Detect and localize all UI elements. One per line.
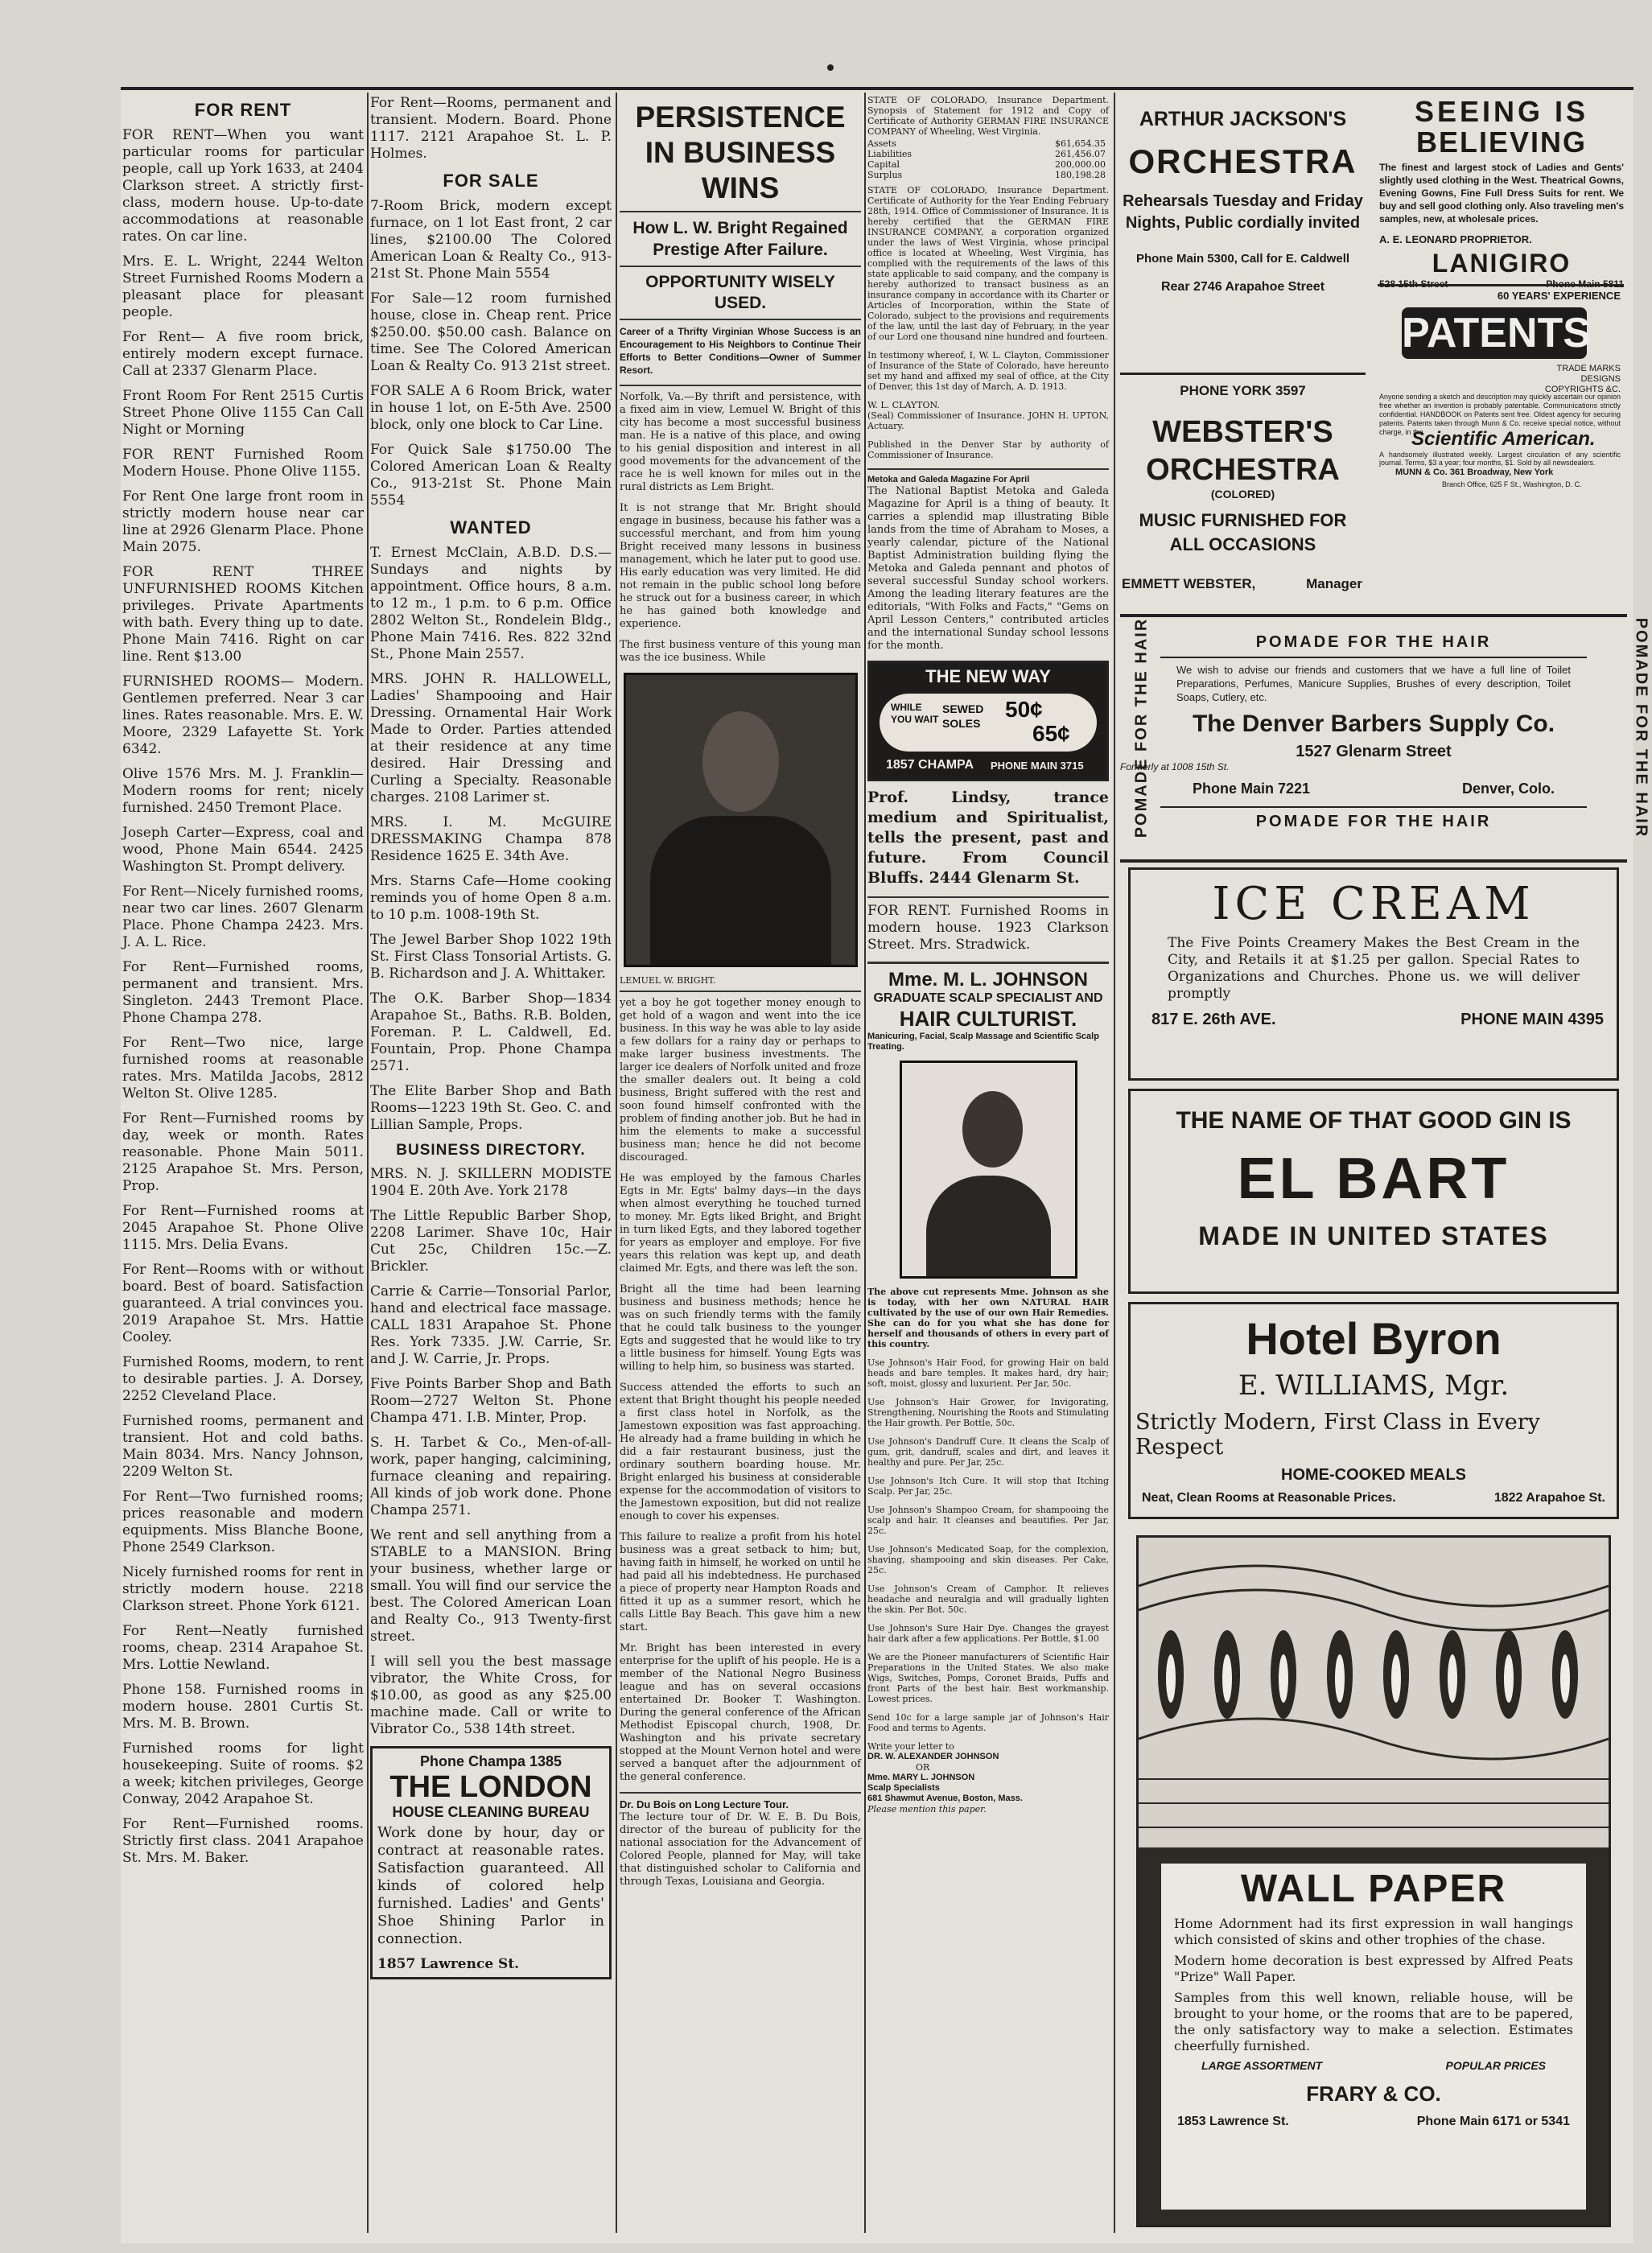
for-rent-ad: For Rent—Furnished rooms, permanent and transient. Mrs. Singleton. 2443 Tremont Place. Phone Champa 278. bbox=[122, 959, 364, 1026]
patents-journal: Scientific American. bbox=[1411, 428, 1596, 450]
column-for-rent bbox=[122, 95, 364, 2235]
directory-ad: S. H. Tarbet & Co., Men-of-all-work, paper hanging, calcimining, furnace cleaning and repairing. All kinds of job work done. Phone Champa 2571. bbox=[370, 1435, 612, 1518]
webster-manager: Manager bbox=[1306, 576, 1362, 591]
directory-heading: BUSINESS DIRECTORY. bbox=[396, 1142, 586, 1159]
johnson-mention: Please mention this paper. bbox=[867, 1804, 987, 1814]
directory-ad: MRS. N. J. SKILLERN MODISTE 1904 E. 20th Ave. York 2178 bbox=[370, 1166, 612, 1199]
johnson-specialists: Scalp Specialists bbox=[867, 1783, 940, 1793]
ice-cream-body: The Five Points Creamery Makes the Best Cream in the City, and Retails it at $1.25 per gallon. Special Rates to Organizations and Churches. Phone us. we will deliver promptly bbox=[1168, 935, 1580, 1002]
johnson-product: Use Johnson's Itch Cure. It will stop that Itching Scalp. Per Jar, 25c. bbox=[867, 1476, 1109, 1497]
gin-line-2: MADE IN UNITED STATES bbox=[1198, 1221, 1549, 1250]
johnson-address-2: Mme. MARY L. JOHNSON bbox=[867, 1773, 975, 1782]
new-way-phone: PHONE MAIN 3715 bbox=[991, 760, 1084, 772]
wallpaper-prices: POPULAR PRICES bbox=[1445, 2059, 1546, 2072]
byron-address: 1822 Arapahoe St. bbox=[1493, 1491, 1605, 1505]
byron-title: Hotel Byron bbox=[1246, 1313, 1502, 1364]
forrent-ad: FOR RENT. Furnished Rooms in modern house. 1923 Clarkson Street. Mrs. Stradwick. bbox=[867, 903, 1109, 953]
for-rent-heading: FOR RENT bbox=[194, 100, 292, 120]
column-rule bbox=[367, 93, 369, 2233]
johnson-product: Use Johnson's Sure Hair Dye. Changes the grayest hair dark after a few applications. Per Bottle, $1.00 bbox=[867, 1623, 1109, 1644]
directory-ad: I will sell you the best massage vibrator, the White Cross, for $10.00, as good as any $25.00 machine made. Call or write to Vibrator Co., 538 14th street. bbox=[370, 1654, 612, 1737]
statement-table bbox=[867, 138, 1109, 180]
directory-ad: We rent and sell anything from a STABLE to a MANSION. Bring your business, whether large or small. You will find our service the best. The Colored American Loan and Realty Co., 913 Twenty-first street. bbox=[370, 1527, 612, 1645]
directory-ad: Carrie & Carrie—Tonsorial Parlor, hand and electrical face massage. CALL 1831 Arapahoe St. Phone Res. York 7335. J.W. Carrie, Sr. and J. W. Carrie, Jr. Props. bbox=[370, 1283, 612, 1367]
ice-cream-title: ICE CREAM bbox=[1212, 878, 1535, 930]
johnson-product: Use Johnson's Cream of Camphor. It relieves headache and neuralgia and will gradually lighten the skin. Per Bot. 50c. bbox=[867, 1584, 1109, 1615]
jackson-name: ARTHUR JACKSON'S bbox=[1139, 108, 1347, 130]
lindsy-ad: Prof. Lindsy, trance medium and Spiritualist, tells the present, past and future. From Council Bluffs. 2444 Glenarm St. bbox=[867, 789, 1109, 887]
frary-name: FRARY & CO. bbox=[1306, 2082, 1441, 2106]
published-text: Published in the Denver Star by authority of Commissioner of Insurance. bbox=[867, 439, 1109, 460]
article-paragraph: The first business venture of this young man was the ice business. While bbox=[620, 639, 861, 664]
barbers-name: The Denver Barbers Supply Co. bbox=[1192, 710, 1555, 737]
for-rent-list bbox=[122, 127, 364, 1867]
webster-orchestra-ad bbox=[1120, 377, 1366, 610]
for-sale-ad: For Quick Sale $1750.00 The Colored American Loan & Realty Co., 913-21st St. Phone Main 5554 bbox=[370, 442, 612, 509]
directory-ad: Five Points Barber Shop and Bath Room—2727 Welton St. Phone Champa 471. I.B. Minter, Prop. bbox=[370, 1376, 612, 1426]
wanted-ad: Mrs. Starns Cafe—Home cooking reminds you of home Open 8 a.m. to 10 p.m. 1008-19th St. bbox=[370, 873, 612, 923]
top-rule bbox=[121, 87, 1633, 90]
johnson-product: Use Johnson's Shampoo Cream, for shampooing the scalp and hair. It cleanses and beautifies. Per Jar, 25c. bbox=[867, 1505, 1109, 1536]
for-rent-ad: For Rent—Nicely furnished rooms, near two car lines. 2607 Glenarm Place. Phone Champa 2423. Mrs. J. A. L. Rice. bbox=[122, 883, 364, 950]
article-paragraph: Success attended the efforts to such an extent that Bright thought his people needed a first class hotel in Norfolk, as the Jamestown exposition was fast approaching. He already had a frame building in which he did a fair restaurant business, just the ordinary southern boarding house. Mr. Bright enlarged his business at considerable expense for the accommodation of visitors to the Jamestown exposition, but did not realize enough to cover his expenses. bbox=[620, 1382, 861, 1522]
for-rent-ad: For Rent—Rooms with or without board. Best of board. Satisfaction guaranteed. A trial convinces you. 2019 Arapahoe St. Mrs. Hattie Cooley. bbox=[122, 1262, 364, 1345]
for-rent-ad: Furnished Rooms, modern, to rent to desirable parties. J. A. Dorsey, 2252 Cleveland Place. bbox=[122, 1354, 364, 1404]
patents-marks: TRADE MARKS DESIGNS COPYRIGHTS &C. bbox=[1544, 364, 1621, 394]
for-rent-ad: For Rent—Furnished rooms at 2045 Arapahoe St. Phone Olive 1115. Mrs. Delia Evans. bbox=[122, 1203, 364, 1253]
jackson-line: Rehearsals Tuesday and Friday Nights, Public cordially invited bbox=[1123, 192, 1363, 232]
article-paragraph: Norfolk, Va.—By thrift and persistence, with a fixed aim in view, Lemuel W. Bright of this city has become a most successful business man. He is a native of this place, and owing to his genial disposition and interest in all good movements for the advancement of the race he is well known for miles out in the rural districts as Lem Bright. bbox=[620, 391, 861, 493]
new-way-title: THE NEW WAY bbox=[925, 666, 1051, 686]
wallpaper-text-panel bbox=[1161, 1864, 1586, 2210]
webster-music: MUSIC FURNISHED FOR ALL OCCASIONS bbox=[1139, 510, 1347, 554]
johnson-title-2: HAIR CULTURIST. bbox=[899, 1007, 1077, 1031]
article-paragraph: This failure to realize a profit from his hotel business was a great setback to him; but, having faith in himself, he worked on until he had paid all his indebtedness. He purchased a piece of property near Hampton Roads and fitted it up as a summer resort, which he calls Little Bay Beach. This gave him a new start. bbox=[620, 1531, 861, 1633]
article-paragraph: Bright all the time had been learning business and business methods; hence he was on such friendly terms with the family that he could talk business to the younger Egts and suggested that he would like to try a little business for himself. Young Egts was willing to help him, so business was started. bbox=[620, 1283, 861, 1373]
johnson-product: Use Johnson's Hair Grower, for Invigorating, Strengthening, Nourishing the Roots and Stimulating the Hair growth. Per Bottle, 50c. bbox=[867, 1397, 1109, 1428]
barbers-phone: Phone Main 7221 bbox=[1193, 781, 1311, 797]
webster-colored: (COLORED) bbox=[1210, 488, 1275, 500]
seeing-believing-ad bbox=[1379, 97, 1624, 278]
johnson-product: Use Johnson's Medicated Soap, for the complexion, shaving, shampooing and skin diseases. Per Cake, 25c. bbox=[867, 1544, 1109, 1575]
for-rent-ad: Nicely furnished rooms for rent in strictly modern house. 2218 Clarkson street. Phone York 6121. bbox=[122, 1564, 364, 1614]
barbers-supply-ad bbox=[1120, 617, 1650, 855]
johnson-name: Mme. M. L. JOHNSON bbox=[888, 969, 1089, 991]
wanted-ad: The Jewel Barber Shop 1022 19th St. First Class Tonsorial Artists. G. B. Richardson and J. A. Whittaker. bbox=[370, 932, 612, 982]
seal-text: (Seal) Commissioner of Insurance. JOHN H. UPTON, Actuary. bbox=[867, 410, 1109, 431]
pomade-top: POMADE FOR THE HAIR bbox=[1255, 633, 1492, 651]
new-way-left: WHILE YOU WAIT bbox=[891, 702, 939, 725]
london-subtitle: HOUSE CLEANING BUREAU bbox=[392, 1804, 590, 1820]
wallpaper-body-3: Samples from this well known, reliable house, will be brought to your home, or the rooms that are to be papered, the only satisfactory way to make a selection. Estimates cheerfully furnished. bbox=[1174, 1990, 1573, 2053]
statement-label: Surplus bbox=[867, 170, 903, 180]
gin-name: EL BART bbox=[1237, 1147, 1510, 1211]
jackson-phone: Phone Main 5300, Call for E. Caldwell bbox=[1135, 252, 1350, 266]
patents-banner bbox=[1402, 307, 1591, 359]
barbers-formerly: Formerly at 1008 15th St. bbox=[1120, 761, 1230, 772]
wanted-list bbox=[370, 545, 612, 1134]
column-feature-article bbox=[620, 95, 861, 2235]
for-rent-ad: For Rent—Furnished rooms by day, week or month. Rates reasonable. Phone Main 5011. 2125 Arapahoe St. Mrs. Person, Prop. bbox=[122, 1110, 364, 1194]
webster-title: ORCHESTRA bbox=[1146, 453, 1340, 487]
column-display-ads bbox=[1120, 95, 1650, 2235]
bright-portrait bbox=[624, 673, 858, 967]
wanted-heading: WANTED bbox=[450, 517, 532, 538]
new-way-ad bbox=[867, 661, 1109, 781]
byron-line: Strictly Modern, First Class in Every Respect bbox=[1135, 1410, 1540, 1460]
el-bart-gin-ad bbox=[1128, 1089, 1619, 1294]
for-rent-ad: FOR RENT Furnished Room Modern House. Phone Olive 1155. bbox=[122, 447, 364, 480]
for-rent-ad: For Rent One large front room in strictly modern house near car line at 2926 Glenarm Place. Phone Main 2075. bbox=[122, 488, 364, 555]
hotel-byron-ad bbox=[1128, 1302, 1619, 1519]
pomade-bottom: POMADE FOR THE HAIR bbox=[1255, 813, 1492, 830]
new-way-price-2: 65¢ bbox=[1032, 721, 1070, 746]
jackson-orchestra-ad bbox=[1120, 95, 1366, 385]
column-classifieds bbox=[370, 95, 612, 2235]
for-rent-ad: Mrs. E. L. Wright, 2244 Welton Street Furnished Rooms Modern a pleasant place for pleasant people. bbox=[122, 253, 364, 320]
directory-list bbox=[370, 1166, 612, 1738]
pomade-side-left: POMADE FOR THE HAIR bbox=[1132, 617, 1151, 838]
for-rent-ad: Phone 158. Furnished rooms in modern house. 2801 Curtis St. Mrs. M. B. Brown. bbox=[122, 1682, 364, 1732]
for-rent-ad: FOR RENT—When you want particular rooms for particular people, call up York 1633, at 2404 Clarkson street. A strictly first-class, modern house. Up-to-date accommodations at reasonable rates. On car line. bbox=[122, 127, 364, 245]
patents-ad bbox=[1379, 290, 1624, 475]
seeing-body: The finest and largest stock of Ladies and Gents' slightly used clothing in the West. Theatrical Gowns, Evening Gowns, Fine Full Dress Suits for rent. We buy and sell good clothing only. Also traveling men's samples, new, at wholesale prices. bbox=[1379, 162, 1624, 224]
johnson-address-1: DR. W. ALEXANDER JOHNSON bbox=[867, 1752, 999, 1761]
johnson-product: Send 10c for a large sample jar of Johnson's Hair Food and terms to Agents. bbox=[867, 1712, 1109, 1733]
new-way-price-1: 50¢ bbox=[1005, 697, 1043, 722]
london-phone: Phone Champa 1385 bbox=[419, 1753, 562, 1769]
for-rent-ad: Olive 1576 Mrs. M. J. Franklin—Modern rooms for rent; nicely furnished. 2450 Tremont Place. bbox=[122, 766, 364, 816]
wall-paper-ad bbox=[1136, 1535, 1611, 2227]
portrait-caption: LEMUEL W. BRIGHT. bbox=[620, 975, 716, 986]
johnson-portrait bbox=[900, 1061, 1077, 1279]
for-rent-ad: FURNISHED ROOMS— Modern. Gentlemen preferred. Near 3 car lines. Rates reasonable. Mrs. E. W. Moore, 2329 Lafayette St. York 6342. bbox=[122, 673, 364, 757]
testimony-text: In testimony whereof, I, W. L. Clayton, Commissioner of Insurance of the State of Colorado, have hereunto set my hand and affixed my seal of office, at the City of Denver, this 1st day of March, A. D. 1913. bbox=[867, 350, 1109, 392]
for-rent-ad: Furnished rooms, permanent and transient. Hot and cold baths. Main 8034. Mrs. Nancy Johnson, 2209 Welton St. bbox=[122, 1413, 364, 1480]
frary-address: 1853 Lawrence St. bbox=[1177, 2115, 1289, 2128]
byron-meals: HOME-COOKED MEALS bbox=[1281, 1466, 1466, 1484]
statement-value: 261,456.07 bbox=[1055, 149, 1106, 159]
wanted-ad: T. Ernest McClain, A.B.D. D.S.—Sundays and nights by appointment. Office hours, 8 a.m. to 12 m., 1 p.m. to 6 p.m. Office 2802 Welton St., Rondelein Bldg., Phone Main 7416. Res. 822 32nd St., Phone Main 2557. bbox=[370, 545, 612, 662]
dubois-heading: Dr. Du Bois on Long Lecture Tour. bbox=[620, 1798, 789, 1810]
directory-ad: The Little Republic Barber Shop, 2208 Larimer. Shave 10c, Hair Cut 25c, Children 15c.—Z. Brickler. bbox=[370, 1208, 612, 1275]
for-sale-ad: FOR SALE A 6 Room Brick, water in house 1 lot, on E-5th Ave. 2500 block, only one block to Car Line. bbox=[370, 383, 612, 433]
sole-icon bbox=[880, 694, 1097, 752]
gin-line-1: THE NAME OF THAT GOOD GIN IS bbox=[1176, 1107, 1572, 1134]
column-rule bbox=[1114, 93, 1115, 2233]
london-body: Work done by hour, day or contract at reasonable rates. Satisfaction guaranteed. All kinds of colored help furnished. Ladies' and Gents' Shoe Shining Parlor in connection. bbox=[377, 1824, 604, 1947]
byron-rooms: Neat, Clean Rooms at Reasonable Prices. bbox=[1142, 1491, 1396, 1505]
article-headline: PERSISTENCE IN BUSINESS WINS bbox=[635, 101, 846, 204]
for-sale-ad: For Sale—12 room furnished house, close in. Cheap rent. Price $250.00. $50.00 cash. Balance on time. See The Colored American Loan & Realty Co. 913 21st street. bbox=[370, 290, 612, 374]
wallpaper-title: WALL PAPER bbox=[1240, 1868, 1507, 1910]
johnson-or: OR bbox=[916, 1762, 930, 1773]
column-notices bbox=[867, 95, 1109, 2235]
for-sale-heading: FOR SALE bbox=[443, 171, 539, 191]
london-address: 1857 Lawrence St. bbox=[377, 1956, 520, 1972]
statement-label: Capital bbox=[867, 159, 900, 170]
for-rent-ad: For Rent—Two furnished rooms; prices reasonable and modern equipments. Miss Blanche Boone, Phone 2549 Clarkson. bbox=[122, 1489, 364, 1555]
patents-title: PATENTS bbox=[1402, 310, 1591, 356]
classified-ad: For Rent—Rooms, permanent and transient. Modern. Board. Phone 1117. 2121 Arapahoe St. L. P. Holmes. bbox=[370, 95, 612, 162]
for-sale-list bbox=[370, 198, 612, 509]
johnson-intro: The above cut represents Mme. Johnson as she is today, with her own NATURAL HAIR cultivated by the use of our own Hair Remedies. She can do for you what she has done for herself and thousands of others in every part of this country. bbox=[867, 1287, 1109, 1349]
ice-cream-ad bbox=[1128, 867, 1619, 1081]
wanted-ad: The Elite Barber Shop and Bath Rooms—1223 19th St. Geo. C. and Lillian Sample, Props. bbox=[370, 1083, 612, 1133]
page-dot bbox=[827, 64, 834, 71]
article-subhead: How L. W. Bright Regained Prestige After Failure. bbox=[632, 219, 848, 259]
jackson-title: ORCHESTRA bbox=[1128, 142, 1357, 180]
wallpaper-assortment: LARGE ASSORTMENT bbox=[1201, 2059, 1323, 2072]
for-rent-ad: For Rent—Neatly furnished rooms, cheap. 2314 Arapahoe St. Mrs. Lottie Newland. bbox=[122, 1623, 364, 1673]
patents-body: Anyone sending a sketch and description may quickly ascertain our opinion free whether an invention is probably patentable. Communications strictly confidential. HANDBOOK on Patents sent free. Oldest agency for securing patents. Patents taken through Munn & Co. receive special notice, without charge, in the bbox=[1379, 393, 1621, 436]
webster-manager-name: EMMETT WEBSTER, bbox=[1122, 576, 1256, 591]
barbers-city: Denver, Colo. bbox=[1461, 781, 1555, 797]
frary-phone: Phone Main 6171 or 5341 bbox=[1416, 2115, 1570, 2128]
johnson-write: Write your letter to bbox=[867, 1741, 954, 1752]
johnson-product: Use Johnson's Dandruff Cure. It cleans the Scalp of gum, grit, dandruff, scales and dirt, and leaves it healthy and pure. Per Jar, 25c. bbox=[867, 1436, 1109, 1468]
statement-row bbox=[867, 138, 1109, 149]
seeing-proprietor: A. E. LEONARD PROPRIETOR. bbox=[1379, 233, 1532, 245]
wallpaper-pattern bbox=[1139, 1538, 1609, 1847]
wanted-ad: MRS. I. M. McGUIRE DRESSMAKING Champa 878 Residence 1625 E. 34th Ave. bbox=[370, 814, 612, 864]
signature: W. L. CLAYTON. bbox=[867, 400, 940, 410]
metoka-heading: Metoka and Galeda Magazine For April bbox=[867, 475, 1030, 484]
patents-branch: Branch Office, 625 F St., Washington, D. C. bbox=[1442, 480, 1582, 488]
for-rent-ad: Joseph Carter—Express, coal and wood, Phone Main 6544. 2425 Washington St. Prompt delivery. bbox=[122, 825, 364, 875]
for-rent-ad: Furnished rooms for light housekeeping. Suite of rooms. $2 a week; kitchen privileges, George Conway, 2042 Arapahoe St. bbox=[122, 1740, 364, 1807]
statement-heading: STATE OF COLORADO, Insurance Department. Synopsis of Statement for 1912 and Copy of Certificate of Authority GERMAN FIRE INSURANCE COMPANY of Wheeling, West Virginia. bbox=[867, 95, 1109, 137]
london-title: THE LONDON bbox=[389, 1770, 592, 1804]
for-rent-ad: FOR RENT THREE UNFURNISHED ROOMS Kitchen privileges. Private Apartments with bath. Every thing up to date. Phone Main 7416. Right on car line. Rent $13.00 bbox=[122, 564, 364, 665]
column-rule bbox=[616, 93, 617, 2233]
patents-years: 60 YEARS' EXPERIENCE bbox=[1497, 290, 1621, 302]
webster-name: WEBSTER'S bbox=[1152, 415, 1333, 449]
barbers-body: We wish to advise our friends and customers that we have a full line of Toilet Preparations, Perfumes, Manicure Supplies, Brushes of every description, Toilet Soaps, Cutlery, etc. bbox=[1176, 664, 1571, 703]
new-way-bottom: 1857 CHAMPA bbox=[886, 758, 974, 772]
seeing-title-1: SEEING IS bbox=[1414, 95, 1589, 128]
patents-munn: MUNN & Co. 361 Broadway, New York bbox=[1395, 467, 1554, 477]
dubois-paragraph: The lecture tour of Dr. W. E. B. Du Bois, director of the bureau of publicity for the national association for the Advancement of Colored People, planned for May, will take that distinguished scholar to California and through Texas, Louisiana and Georgia. bbox=[620, 1811, 861, 1888]
byron-manager: E. WILLIAMS, Mgr. bbox=[1238, 1370, 1510, 1402]
certificate-text: STATE OF COLORADO, Insurance Department. Certificate of Authority for the Year Ending February 28th, 1914. Office of Commissioner of Insurance. It is hereby certified that the GERMAN FIRE INSURANCE COMPANY, a corporation organized under the laws of West Virginia, whose principal office is located at Wheeling, West Virginia, has complied with the requirements of the laws of this state applicable to said company, and the company is hereby authorized to transact business as an insurance company in accordance with its Charter or Articles of Incorporation, within the State of Colorado, subject to the provisions and requirements of the law, until the last day of February, in the year of our Lord one thousand nine hundred and fourteen. bbox=[867, 185, 1109, 342]
ice-cream-address: 817 E. 26th AVE. bbox=[1151, 1011, 1276, 1028]
wanted-ad: MRS. JOHN R. HALLOWELL, Ladies' Shampooing and Hair Dressing. Ornamental Hair Work Made to Order. Parties attended at their residence at any time desired. Hair Dressing and Curling a Specialty. Reasonable charges. 2108 Larimer st. bbox=[370, 671, 612, 805]
statement-row bbox=[867, 149, 1109, 159]
article-subhead-2: OPPORTUNITY WISELY USED. bbox=[645, 273, 835, 312]
johnson-tagline: Manicuring, Facial, Scalp Massage and Scientific Scalp Treating. bbox=[867, 1032, 1099, 1052]
article-paragraph: He was employed by the famous Charles Egts in Mr. Egts' balmy days—in the days when almost everything he touched turned to money. Mr. Egts liked Bright, and Bright in turn liked Egts, and they labored together for years as employer and employe. For five years this relation was kept up, and death claimed Mr. Egts, and there was left the son. bbox=[620, 1172, 861, 1275]
statement-row bbox=[867, 170, 1109, 180]
london-ad bbox=[370, 1746, 612, 1979]
for-sale-ad: 7-Room Brick, modern except furnace, on 1 lot East front, 2 car lines, $2100.00 The Colored American Loan & Realty Co., 913-21st St. Phone Main 5554 bbox=[370, 198, 612, 282]
statement-value: 200,000.00 bbox=[1055, 159, 1106, 170]
article-deck: Career of a Thrifty Virginian Whose Success is an Encouragement to His Neighbors to Continue Their Efforts to Better Conditions—Owner of Summer Resort. bbox=[620, 326, 861, 376]
johnson-city: 681 Shawmut Avenue, Boston, Mass. bbox=[867, 1794, 1023, 1803]
webster-phone: PHONE YORK 3597 bbox=[1180, 383, 1306, 398]
metoka-text: The National Baptist Metoka and Galeda Magazine for April is a thing of beauty. It carries a splendid map illustrating Bible lands from the time of Abraham to Moses, a yearly calendar, picture of the National Baptist Administration building flying the Metoka and Galeda pennant and photos of several successful Sunday school workers. Among the leading literary features are the editorials, "With Folks and Facts," "Gems on April Lesson Centers," contributed articles and the international Sunday school lessons for the month. bbox=[867, 485, 1109, 652]
for-rent-ad: For Rent—Furnished rooms. Strictly first class. 2041 Arapahoe St. Mrs. M. Baker. bbox=[122, 1816, 364, 1866]
column-rule bbox=[864, 93, 866, 2233]
statement-row bbox=[867, 159, 1109, 170]
for-rent-ad: Front Room For Rent 2515 Curtis Street Phone Olive 1155 Can Call Night or Morning bbox=[122, 388, 364, 438]
statement-value: 180,198.28 bbox=[1055, 170, 1106, 180]
johnson-product: Use Johnson's Hair Food, for growing Hair on bald heads and bare temples. It makes hard, dry hair; soft, moist, glossy and luxurient. Per Jar, 50c. bbox=[867, 1357, 1109, 1389]
johnson-title-1: GRADUATE SCALP SPECIALIST AND bbox=[873, 991, 1103, 1005]
pomade-side-right: POMADE FOR THE HAIR bbox=[1632, 617, 1650, 838]
johnson-product: We are the Pioneer manufacturers of Scientific Hair Preparations in the United States. We also make Wigs, Switches, Pomps, Coronet Braids, Puffs and front Parts of the best hair. Best workmanship. Lowest prices. bbox=[867, 1652, 1109, 1704]
seeing-title-2: BELIEVING bbox=[1415, 126, 1588, 159]
barbers-address: 1527 Glenarm Street bbox=[1296, 743, 1452, 760]
statement-label: Liabilities bbox=[867, 149, 913, 159]
statement-value: $61,654.35 bbox=[1055, 138, 1106, 149]
patents-body-2: A handsomely illustrated weekly. Largest circulation of any scientific journal. Terms, $3 a year; four months, $1. Sold by all newsdealers. bbox=[1379, 451, 1621, 467]
article-paragraph: Mr. Bright has been interested in every enterprise for the uplift of his people. He is a member of the National Negro Business league and has on several occasions entertained Dr. Booker T. Washington. During the general conference of the African Methodist Episcopal church, 1908, Dr. Washington and his private secretary stopped at the Mount Vernon hotel and were served a banquet after the adjournment of the general conference. bbox=[620, 1642, 861, 1783]
ice-cream-phone: PHONE MAIN 4395 bbox=[1460, 1011, 1604, 1028]
wallpaper-body-2: Modern home decoration is best expressed by Alfred Peats "Prize" Wall Paper. bbox=[1174, 1953, 1573, 1984]
johnson-products bbox=[867, 1357, 1109, 1733]
for-rent-ad: For Rent—Two nice, large furnished rooms at reasonable rates. Mrs. Matilda Jacobs, 2812 Welton St. Olive 1285. bbox=[122, 1035, 364, 1102]
statement-label: Assets bbox=[867, 138, 896, 149]
article-paragraph: It is not strange that Mr. Bright should engage in business, because his father was a successful merchant, and from him young Bright received many lessons in business management, which he later put to good use. His early education was very limited. He did not remain in the public school long before he struck out for a business career, in which he has gained both knowledge and experience. bbox=[620, 502, 861, 630]
wanted-ad: The O.K. Barber Shop—1834 Arapahoe St., Baths. R.B. Bolden, Foreman. P. L. Caldwell, Ed. Fountain, Prop. Phone Champa 2571. bbox=[370, 991, 612, 1074]
new-way-middle: SEWED SOLES bbox=[942, 702, 984, 730]
lanigiro-name: LANIGIRO bbox=[1432, 249, 1572, 278]
jackson-address: Rear 2746 Arapahoe Street bbox=[1160, 280, 1325, 294]
wallpaper-body-1: Home Adornment had its first expression in wall hangings which consisted of skins and other trophies of the chase. bbox=[1174, 1916, 1573, 1947]
for-rent-ad: For Rent— A five room brick, entirely modern except furnace. Call at 2337 Glenarm Place. bbox=[122, 329, 364, 379]
article-paragraph: yet a boy he got together money enough to get hold of a wagon and went into the ice business. In this way he was able to lay aside a few dollars for a rainy day or perhaps to make larger business investments. The larger ice dealers of Norfolk united and froze the smaller dealers out. It being a cold business, Bright suffered with the rest and soon found himself confronted with the problem of finding another job. But he had in him the elements to make a successful business man; hence he did not become discouraged. bbox=[620, 997, 861, 1164]
